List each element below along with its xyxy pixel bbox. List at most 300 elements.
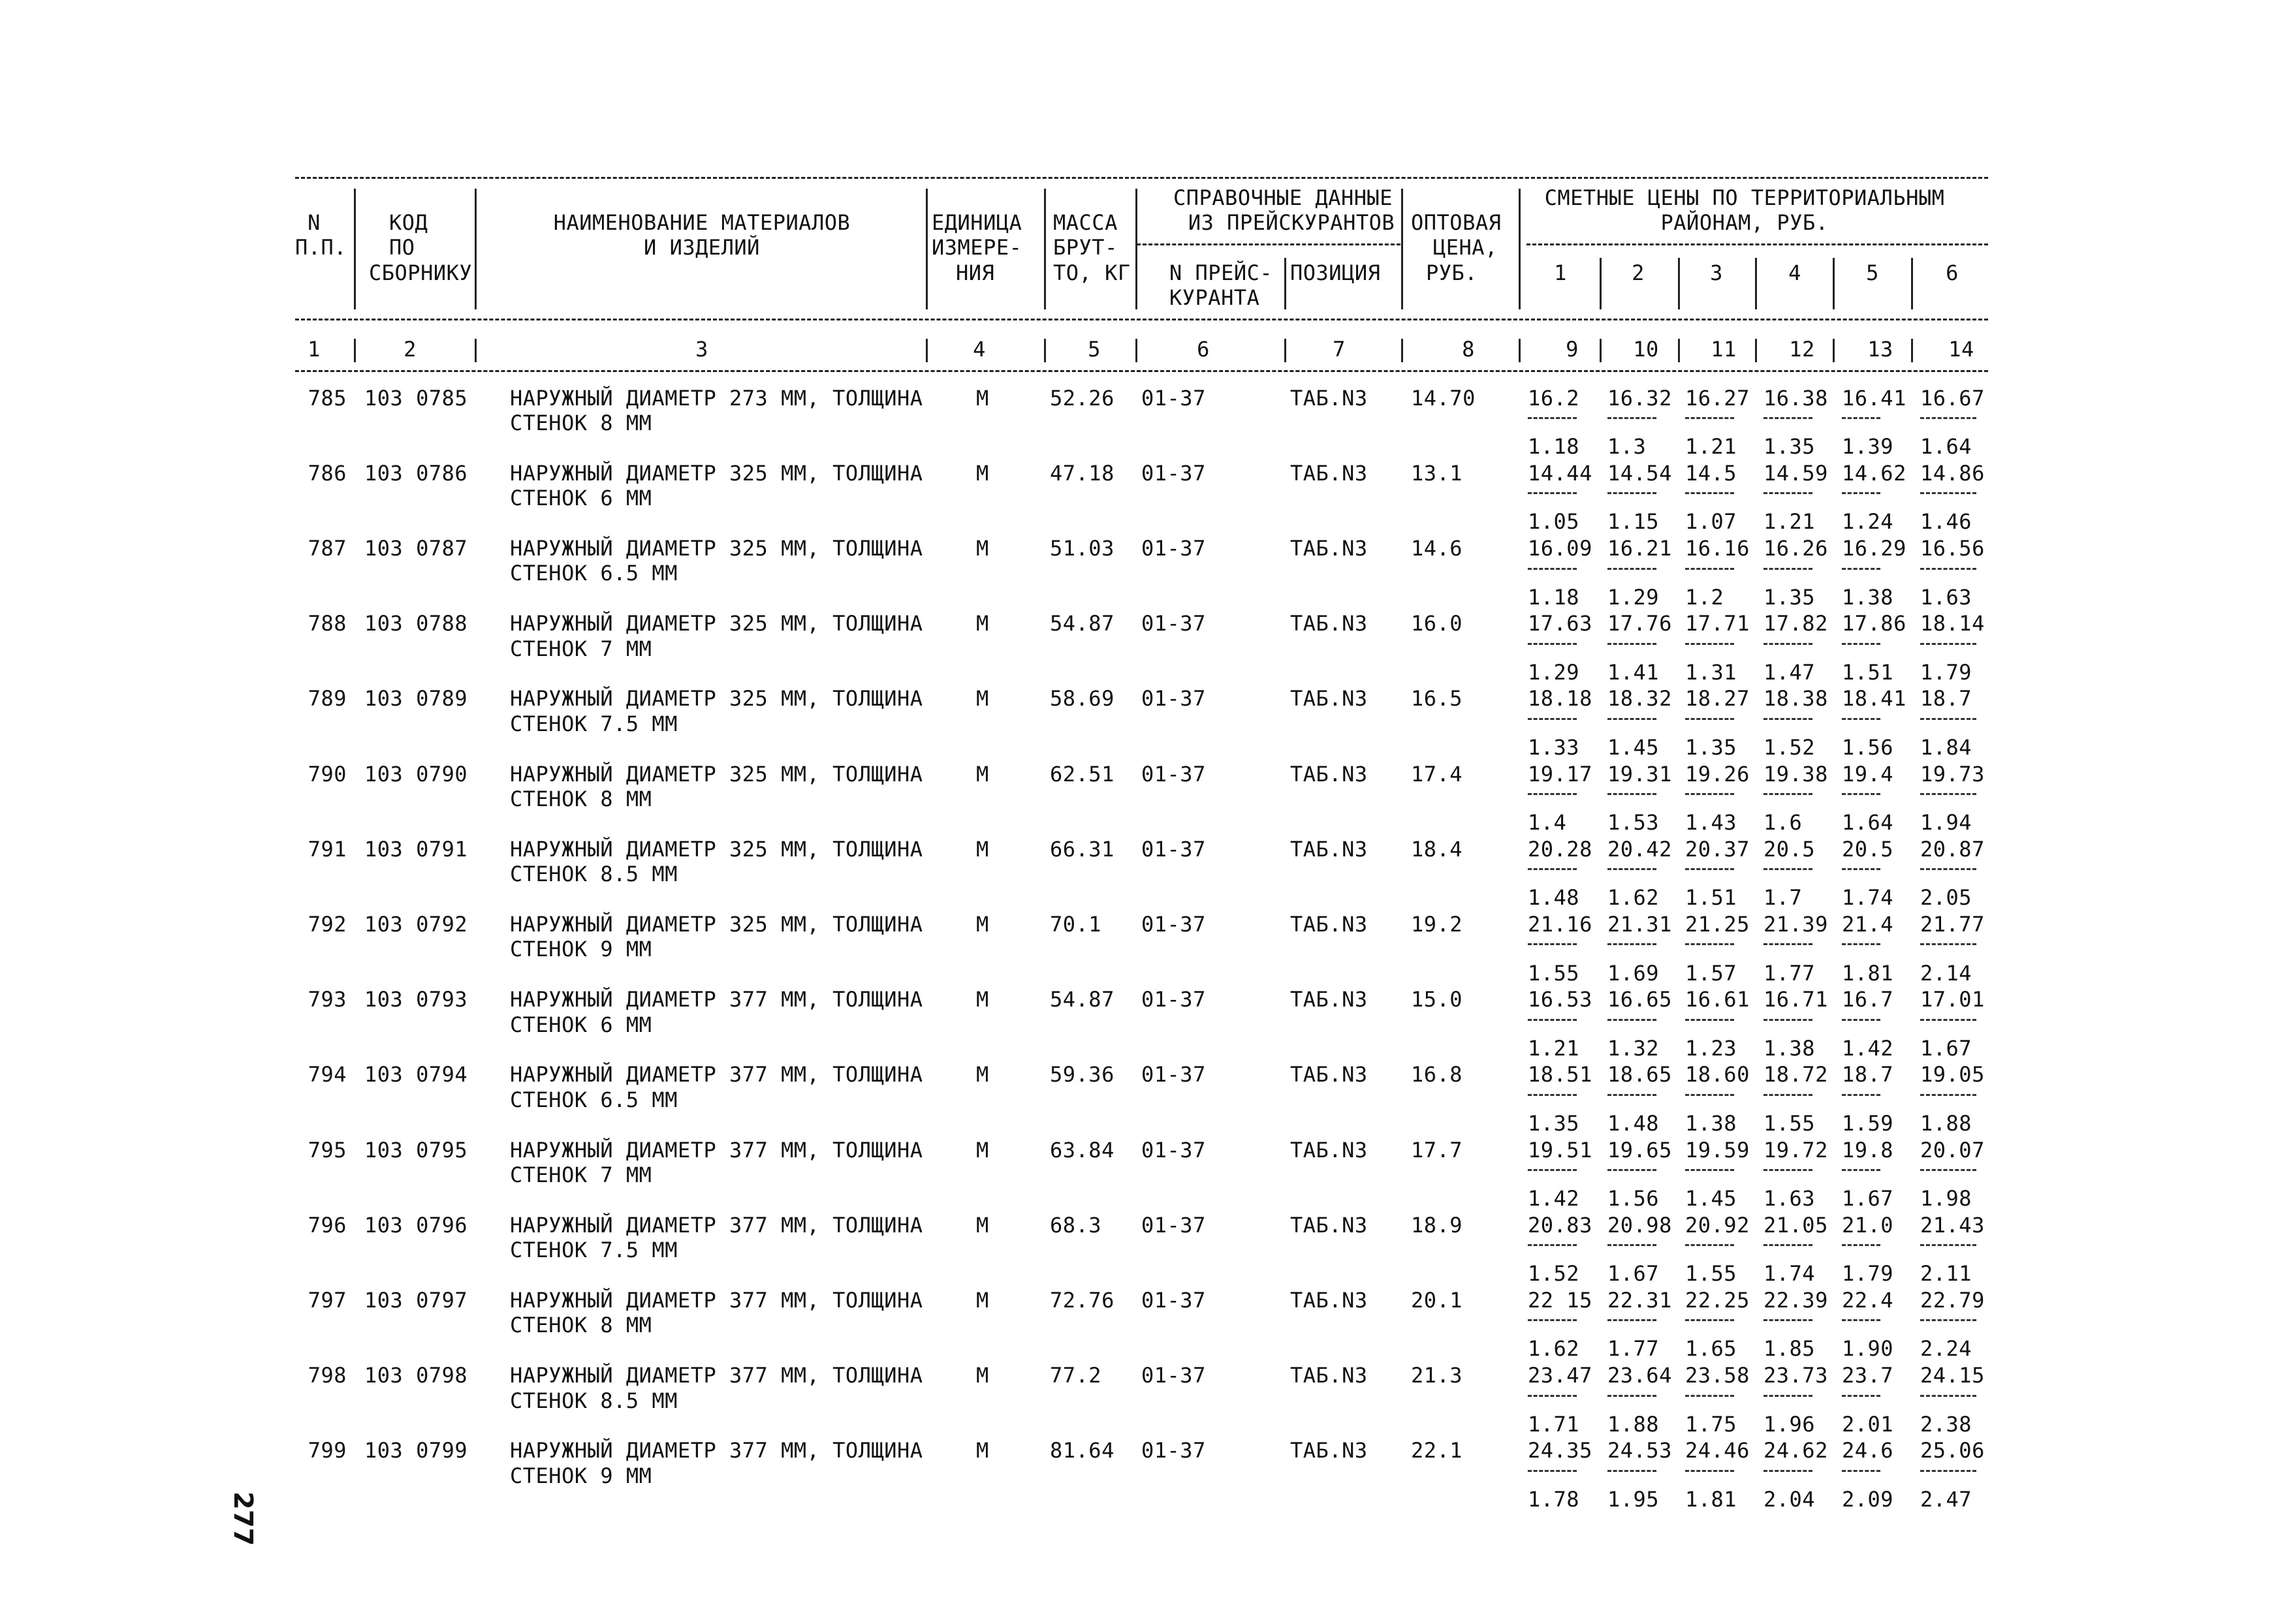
region-price-5: 24.6 bbox=[1842, 1438, 1894, 1463]
row-name-line-1: НАРУЖНЫЙ ДИАМЕТР 325 ММ, ТОЛЩИНА bbox=[510, 837, 923, 862]
header-region-5: 5 bbox=[1866, 260, 1879, 285]
region-price-2: 18.32 bbox=[1607, 686, 1672, 711]
row-name-line-1: НАРУЖНЫЙ ДИАМЕТР 377 ММ, ТОЛЩИНА bbox=[510, 1138, 923, 1163]
row-name-line-2: СТЕНОК 8 ММ bbox=[510, 787, 652, 811]
region-price-5: 19.4 bbox=[1842, 762, 1894, 787]
column-separator bbox=[1284, 339, 1286, 362]
row-pricelist: 01-37 bbox=[1141, 461, 1206, 486]
row-number: 790 bbox=[308, 762, 347, 787]
region-price-1: 16.2 bbox=[1528, 386, 1580, 411]
region-subvalue-3: 1.43 bbox=[1685, 810, 1737, 835]
column-number: 4 bbox=[973, 337, 986, 362]
header-pricelist-2: КУРАНТА bbox=[1169, 285, 1260, 310]
row-code: 103 0795 bbox=[364, 1138, 468, 1163]
region-price-4: 24.62 bbox=[1763, 1438, 1828, 1463]
region-price-4: 21.05 bbox=[1763, 1213, 1828, 1238]
column-separator bbox=[1401, 339, 1403, 362]
row-name-line-2: СТЕНОК 8 ММ bbox=[510, 411, 652, 435]
column-number: 10 bbox=[1633, 337, 1659, 362]
row-position: ТАБ.N3 bbox=[1290, 1288, 1368, 1313]
region-price-4: 16.38 bbox=[1763, 386, 1828, 411]
row-wholesale-price: 18.4 bbox=[1411, 837, 1463, 862]
region-price-4: 21.39 bbox=[1763, 912, 1828, 937]
row-wholesale-price: 19.2 bbox=[1411, 912, 1463, 937]
region-subvalue-5: 1.90 bbox=[1842, 1336, 1894, 1361]
region-subvalue-4: 1.74 bbox=[1763, 1261, 1816, 1286]
fraction-line bbox=[1685, 417, 1734, 419]
fraction-line bbox=[1842, 568, 1880, 570]
row-name-line-2: СТЕНОК 7.5 ММ bbox=[510, 1238, 678, 1262]
column-separator bbox=[1135, 189, 1137, 309]
region-subvalue-4: 1.96 bbox=[1763, 1412, 1816, 1437]
fraction-line bbox=[1763, 868, 1812, 870]
fraction-line bbox=[1920, 1470, 1976, 1472]
region-subvalue-6: 2.38 bbox=[1920, 1412, 1972, 1437]
row-name-line-1: НАРУЖНЫЙ ДИАМЕТР 325 ММ, ТОЛЩИНА bbox=[510, 686, 923, 711]
region-price-4: 22.39 bbox=[1763, 1288, 1828, 1313]
region-subvalue-4: 1.85 bbox=[1763, 1336, 1816, 1361]
header-mid-rule bbox=[295, 319, 1988, 320]
row-position: ТАБ.N3 bbox=[1290, 837, 1368, 862]
fraction-line bbox=[1842, 943, 1880, 945]
row-name-line-1: НАРУЖНЫЙ ДИАМЕТР 377 ММ, ТОЛЩИНА bbox=[510, 1363, 923, 1388]
region-price-3: 20.92 bbox=[1685, 1213, 1750, 1238]
region-subvalue-4: 1.63 bbox=[1763, 1186, 1816, 1211]
region-price-1: 19.51 bbox=[1528, 1138, 1592, 1163]
row-position: ТАБ.N3 bbox=[1290, 1213, 1368, 1238]
fraction-line bbox=[1607, 718, 1656, 720]
fraction-line bbox=[1763, 1395, 1812, 1397]
fraction-line bbox=[1528, 1094, 1577, 1096]
region-subvalue-6: 1.79 bbox=[1920, 660, 1972, 685]
fraction-line bbox=[1842, 643, 1880, 645]
fraction-line bbox=[1920, 1395, 1976, 1397]
row-position: ТАБ.N3 bbox=[1290, 536, 1368, 561]
row-mass: 59.36 bbox=[1050, 1062, 1115, 1087]
region-price-6: 14.86 bbox=[1920, 461, 1985, 486]
header-region-1: 1 bbox=[1554, 260, 1567, 285]
fraction-line bbox=[1763, 943, 1812, 945]
region-subvalue-1: 1.35 bbox=[1528, 1111, 1580, 1136]
row-code: 103 0791 bbox=[364, 837, 468, 862]
row-number: 797 bbox=[308, 1288, 347, 1313]
row-unit: М bbox=[976, 386, 989, 411]
region-price-6: 19.05 bbox=[1920, 1062, 1985, 1087]
region-subvalue-2: 1.95 bbox=[1607, 1487, 1660, 1512]
region-subvalue-6: 2.11 bbox=[1920, 1261, 1972, 1286]
region-price-5: 21.4 bbox=[1842, 912, 1894, 937]
region-subvalue-5: 2.09 bbox=[1842, 1487, 1894, 1512]
region-subvalue-1: 1.4 bbox=[1528, 810, 1567, 835]
row-wholesale-price: 17.4 bbox=[1411, 762, 1463, 787]
fraction-line bbox=[1685, 1244, 1734, 1246]
region-price-6: 17.01 bbox=[1920, 987, 1985, 1012]
region-subvalue-3: 1.07 bbox=[1685, 509, 1737, 534]
region-price-3: 18.60 bbox=[1685, 1062, 1750, 1087]
region-subvalue-3: 1.55 bbox=[1685, 1261, 1737, 1286]
row-name-line-2: СТЕНОК 6.5 ММ bbox=[510, 561, 678, 586]
column-number: 9 bbox=[1566, 337, 1579, 362]
header-position: ПОЗИЦИЯ bbox=[1290, 260, 1381, 285]
region-subvalue-3: 1.21 bbox=[1685, 434, 1737, 459]
row-name-line-1: НАРУЖНЫЙ ДИАМЕТР 377 ММ, ТОЛЩИНА bbox=[510, 1288, 923, 1313]
row-unit: М bbox=[976, 762, 989, 787]
region-subvalue-6: 1.64 bbox=[1920, 434, 1972, 459]
column-separator bbox=[475, 339, 477, 362]
region-price-2: 16.32 bbox=[1607, 386, 1672, 411]
region-subvalue-2: 1.48 bbox=[1607, 1111, 1660, 1136]
region-subvalue-4: 1.35 bbox=[1763, 434, 1816, 459]
region-price-3: 16.27 bbox=[1685, 386, 1750, 411]
column-number: 11 bbox=[1711, 337, 1737, 362]
fraction-line bbox=[1842, 492, 1880, 494]
fraction-line bbox=[1685, 1019, 1734, 1021]
fraction-line bbox=[1920, 943, 1976, 945]
fraction-line bbox=[1607, 417, 1656, 419]
fraction-line bbox=[1528, 568, 1577, 570]
header-name-2: И ИЗДЕЛИЙ bbox=[644, 235, 760, 260]
column-separator bbox=[1519, 189, 1521, 309]
fraction-line bbox=[1842, 1169, 1880, 1171]
region-subvalue-1: 1.29 bbox=[1528, 660, 1580, 685]
region-subvalue-3: 1.2 bbox=[1685, 585, 1724, 610]
region-price-4: 14.59 bbox=[1763, 461, 1828, 486]
row-pricelist: 01-37 bbox=[1141, 536, 1206, 561]
region-price-1: 20.83 bbox=[1528, 1213, 1592, 1238]
region-subvalue-2: 1.32 bbox=[1607, 1036, 1660, 1061]
fraction-line bbox=[1920, 568, 1976, 570]
region-subvalue-1: 1.18 bbox=[1528, 585, 1580, 610]
fraction-line bbox=[1685, 1395, 1734, 1397]
region-price-1: 17.63 bbox=[1528, 611, 1592, 636]
region-price-3: 16.16 bbox=[1685, 536, 1750, 561]
fraction-line bbox=[1528, 417, 1577, 419]
region-price-3: 14.5 bbox=[1685, 461, 1737, 486]
fraction-line bbox=[1685, 1470, 1734, 1472]
region-price-2: 20.42 bbox=[1607, 837, 1672, 862]
region-price-3: 24.46 bbox=[1685, 1438, 1750, 1463]
fraction-line bbox=[1763, 1244, 1812, 1246]
region-subvalue-3: 1.81 bbox=[1685, 1487, 1737, 1512]
region-subvalue-2: 1.67 bbox=[1607, 1261, 1660, 1286]
row-number: 792 bbox=[308, 912, 347, 937]
header-bottom-rule bbox=[295, 370, 1988, 372]
row-name-line-2: СТЕНОК 7 ММ bbox=[510, 1163, 652, 1187]
region-price-1: 23.47 bbox=[1528, 1363, 1592, 1388]
region-subvalue-6: 1.88 bbox=[1920, 1111, 1972, 1136]
header-region-6: 6 bbox=[1946, 260, 1959, 285]
region-price-6: 16.56 bbox=[1920, 536, 1985, 561]
region-subvalue-5: 1.59 bbox=[1842, 1111, 1894, 1136]
row-code: 103 0799 bbox=[364, 1438, 468, 1463]
column-number: 13 bbox=[1867, 337, 1893, 362]
region-subvalue-2: 1.53 bbox=[1607, 810, 1660, 835]
row-mass: 77.2 bbox=[1050, 1363, 1102, 1388]
region-subvalue-6: 1.84 bbox=[1920, 735, 1972, 760]
row-mass: 72.76 bbox=[1050, 1288, 1115, 1313]
fraction-line bbox=[1685, 868, 1734, 870]
row-wholesale-price: 14.6 bbox=[1411, 536, 1463, 561]
row-pricelist: 01-37 bbox=[1141, 611, 1206, 636]
region-subvalue-1: 1.71 bbox=[1528, 1412, 1580, 1437]
row-position: ТАБ.N3 bbox=[1290, 987, 1368, 1012]
region-subvalue-2: 1.77 bbox=[1607, 1336, 1660, 1361]
region-subvalue-2: 1.45 bbox=[1607, 735, 1660, 760]
region-subvalue-4: 1.77 bbox=[1763, 961, 1816, 986]
column-separator bbox=[1600, 258, 1602, 309]
region-price-1: 16.53 bbox=[1528, 987, 1592, 1012]
region-price-4: 16.71 bbox=[1763, 987, 1828, 1012]
row-name-line-1: НАРУЖНЫЙ ДИАМЕТР 377 ММ, ТОЛЩИНА bbox=[510, 987, 923, 1012]
fraction-line bbox=[1920, 1169, 1976, 1171]
region-subvalue-5: 1.39 bbox=[1842, 434, 1894, 459]
fraction-line bbox=[1607, 1094, 1656, 1096]
header-region-4: 4 bbox=[1788, 260, 1801, 285]
fraction-line bbox=[1685, 568, 1734, 570]
region-subvalue-6: 1.94 bbox=[1920, 810, 1972, 835]
region-subvalue-1: 1.21 bbox=[1528, 1036, 1580, 1061]
row-name-line-2: СТЕНОК 8.5 ММ bbox=[510, 1388, 678, 1413]
fraction-line bbox=[1920, 417, 1976, 419]
region-subvalue-1: 1.62 bbox=[1528, 1336, 1580, 1361]
fraction-line bbox=[1528, 492, 1577, 494]
region-subvalue-5: 1.79 bbox=[1842, 1261, 1894, 1286]
region-subvalue-4: 1.38 bbox=[1763, 1036, 1816, 1061]
region-price-2: 19.31 bbox=[1607, 762, 1672, 787]
header-unit-3: НИЯ bbox=[956, 260, 995, 285]
row-mass: 54.87 bbox=[1050, 987, 1115, 1012]
fraction-line bbox=[1528, 718, 1577, 720]
row-code: 103 0788 bbox=[364, 611, 468, 636]
region-subvalue-1: 1.42 bbox=[1528, 1186, 1580, 1211]
row-pricelist: 01-37 bbox=[1141, 686, 1206, 711]
row-unit: М bbox=[976, 987, 989, 1012]
region-subvalue-5: 1.56 bbox=[1842, 735, 1894, 760]
row-name-line-2: СТЕНОК 7.5 ММ bbox=[510, 711, 678, 736]
region-price-4: 23.73 bbox=[1763, 1363, 1828, 1388]
fraction-line bbox=[1763, 643, 1812, 645]
column-separator bbox=[475, 189, 477, 309]
region-price-2: 17.76 bbox=[1607, 611, 1672, 636]
row-wholesale-price: 21.3 bbox=[1411, 1363, 1463, 1388]
fraction-line bbox=[1528, 1019, 1577, 1021]
row-position: ТАБ.N3 bbox=[1290, 1438, 1368, 1463]
row-wholesale-price: 16.0 bbox=[1411, 611, 1463, 636]
region-price-5: 16.7 bbox=[1842, 987, 1894, 1012]
fraction-line bbox=[1920, 868, 1976, 870]
region-subvalue-4: 2.04 bbox=[1763, 1487, 1816, 1512]
region-price-6: 21.77 bbox=[1920, 912, 1985, 937]
header-code: КОД bbox=[389, 210, 428, 235]
row-wholesale-price: 18.9 bbox=[1411, 1213, 1463, 1238]
row-wholesale-price: 13.1 bbox=[1411, 461, 1463, 486]
row-number: 787 bbox=[308, 536, 347, 561]
row-number: 785 bbox=[308, 386, 347, 411]
region-price-5: 20.5 bbox=[1842, 837, 1894, 862]
fraction-line bbox=[1528, 1169, 1577, 1171]
header-mass-2: БРУТ- bbox=[1053, 235, 1118, 260]
fraction-line bbox=[1607, 1395, 1656, 1397]
row-name-line-2: СТЕНОК 8 ММ bbox=[510, 1313, 652, 1337]
column-separator bbox=[1833, 258, 1835, 309]
row-code: 103 0786 bbox=[364, 461, 468, 486]
region-price-2: 16.21 bbox=[1607, 536, 1672, 561]
row-name-line-2: СТЕНОК 6 ММ bbox=[510, 1012, 652, 1037]
column-separator bbox=[354, 189, 356, 309]
row-mass: 81.64 bbox=[1050, 1438, 1115, 1463]
fraction-line bbox=[1842, 1244, 1880, 1246]
fraction-line bbox=[1920, 643, 1976, 645]
fraction-line bbox=[1607, 868, 1656, 870]
header-mass-3: ТО, КГ bbox=[1053, 260, 1131, 285]
row-pricelist: 01-37 bbox=[1141, 1138, 1206, 1163]
fraction-line bbox=[1607, 943, 1656, 945]
fraction-line bbox=[1685, 1169, 1734, 1171]
fraction-line bbox=[1842, 1094, 1880, 1096]
region-price-2: 20.98 bbox=[1607, 1213, 1672, 1238]
row-unit: М bbox=[976, 912, 989, 937]
row-mass: 62.51 bbox=[1050, 762, 1115, 787]
column-number: 8 bbox=[1462, 337, 1475, 362]
region-subvalue-2: 1.29 bbox=[1607, 585, 1660, 610]
row-number: 795 bbox=[308, 1138, 347, 1163]
fraction-line bbox=[1607, 1244, 1656, 1246]
region-price-5: 17.86 bbox=[1842, 611, 1906, 636]
region-price-4: 19.38 bbox=[1763, 762, 1828, 787]
region-subvalue-3: 1.45 bbox=[1685, 1186, 1737, 1211]
row-name-line-2: СТЕНОК 8.5 ММ bbox=[510, 862, 678, 886]
region-price-1: 19.17 bbox=[1528, 762, 1592, 787]
region-subvalue-4: 1.6 bbox=[1763, 810, 1803, 835]
region-subvalue-3: 1.65 bbox=[1685, 1336, 1737, 1361]
row-wholesale-price: 15.0 bbox=[1411, 987, 1463, 1012]
row-name-line-1: НАРУЖНЫЙ ДИАМЕТР 325 ММ, ТОЛЩИНА bbox=[510, 611, 923, 636]
row-unit: М bbox=[976, 536, 989, 561]
row-code: 103 0789 bbox=[364, 686, 468, 711]
row-code: 103 0790 bbox=[364, 762, 468, 787]
fraction-line bbox=[1842, 718, 1880, 720]
row-number: 799 bbox=[308, 1438, 347, 1463]
row-name-line-2: СТЕНОК 7 ММ bbox=[510, 636, 652, 661]
row-position: ТАБ.N3 bbox=[1290, 611, 1368, 636]
column-separator bbox=[1401, 189, 1403, 309]
row-number: 789 bbox=[308, 686, 347, 711]
row-code: 103 0793 bbox=[364, 987, 468, 1012]
fraction-line bbox=[1920, 492, 1976, 494]
column-number: 5 bbox=[1088, 337, 1101, 362]
region-price-3: 19.59 bbox=[1685, 1138, 1750, 1163]
row-number: 786 bbox=[308, 461, 347, 486]
fraction-line bbox=[1528, 1244, 1577, 1246]
header-n: N bbox=[308, 210, 321, 235]
region-subvalue-2: 1.41 bbox=[1607, 660, 1660, 685]
region-price-3: 20.37 bbox=[1685, 837, 1750, 862]
row-unit: М bbox=[976, 837, 989, 862]
row-name-line-1: НАРУЖНЫЙ ДИАМЕТР 377 ММ, ТОЛЩИНА bbox=[510, 1438, 923, 1463]
row-number: 798 bbox=[308, 1363, 347, 1388]
fraction-line bbox=[1685, 1094, 1734, 1096]
region-price-5: 23.7 bbox=[1842, 1363, 1894, 1388]
fraction-line bbox=[1763, 1169, 1812, 1171]
row-pricelist: 01-37 bbox=[1141, 1062, 1206, 1087]
region-subvalue-3: 1.51 bbox=[1685, 885, 1737, 910]
region-price-6: 20.87 bbox=[1920, 837, 1985, 862]
row-name-line-1: НАРУЖНЫЙ ДИАМЕТР 377 ММ, ТОЛЩИНА bbox=[510, 1213, 923, 1238]
region-subvalue-5: 2.01 bbox=[1842, 1412, 1894, 1437]
fraction-line bbox=[1685, 643, 1734, 645]
region-subvalue-4: 1.52 bbox=[1763, 735, 1816, 760]
region-subvalue-6: 2.47 bbox=[1920, 1487, 1972, 1512]
region-price-5: 19.8 bbox=[1842, 1138, 1894, 1163]
region-subvalue-3: 1.23 bbox=[1685, 1036, 1737, 1061]
row-name-line-2: СТЕНОК 9 ММ bbox=[510, 937, 652, 961]
fraction-line bbox=[1842, 1395, 1880, 1397]
row-code: 103 0785 bbox=[364, 386, 468, 411]
column-separator bbox=[1755, 258, 1757, 309]
region-subvalue-1: 1.48 bbox=[1528, 885, 1580, 910]
region-price-5: 18.41 bbox=[1842, 686, 1906, 711]
header-region-2: 2 bbox=[1632, 260, 1645, 285]
region-subvalue-3: 1.38 bbox=[1685, 1111, 1737, 1136]
row-code: 103 0792 bbox=[364, 912, 468, 937]
region-subvalue-2: 1.15 bbox=[1607, 509, 1660, 534]
header-wholesale-3: РУБ. bbox=[1426, 260, 1478, 285]
region-price-1: 20.28 bbox=[1528, 837, 1592, 862]
region-subvalue-6: 1.46 bbox=[1920, 509, 1972, 534]
row-name-line-2: СТЕНОК 6 ММ bbox=[510, 486, 652, 510]
row-pricelist: 01-37 bbox=[1141, 987, 1206, 1012]
region-price-4: 16.26 bbox=[1763, 536, 1828, 561]
fraction-line bbox=[1763, 793, 1812, 795]
column-separator bbox=[354, 339, 356, 362]
fraction-line bbox=[1685, 1319, 1734, 1321]
region-subvalue-2: 1.62 bbox=[1607, 885, 1660, 910]
row-mass: 58.69 bbox=[1050, 686, 1115, 711]
column-number: 14 bbox=[1948, 337, 1974, 362]
row-wholesale-price: 22.1 bbox=[1411, 1438, 1463, 1463]
row-wholesale-price: 20.1 bbox=[1411, 1288, 1463, 1313]
region-subvalue-6: 1.67 bbox=[1920, 1036, 1972, 1061]
region-subvalue-1: 1.52 bbox=[1528, 1261, 1580, 1286]
fraction-line bbox=[1920, 1094, 1976, 1096]
row-code: 103 0798 bbox=[364, 1363, 468, 1388]
row-mass: 51.03 bbox=[1050, 536, 1115, 561]
region-price-4: 18.72 bbox=[1763, 1062, 1828, 1087]
header-wholesale: ОПТОВАЯ bbox=[1411, 210, 1502, 235]
region-price-6: 24.15 bbox=[1920, 1363, 1985, 1388]
region-price-1: 21.16 bbox=[1528, 912, 1592, 937]
row-wholesale-price: 16.5 bbox=[1411, 686, 1463, 711]
row-position: ТАБ.N3 bbox=[1290, 762, 1368, 787]
column-separator bbox=[1911, 339, 1913, 362]
region-price-2: 14.54 bbox=[1607, 461, 1672, 486]
fraction-line bbox=[1528, 1470, 1577, 1472]
fraction-line bbox=[1607, 492, 1656, 494]
region-subvalue-2: 1.88 bbox=[1607, 1412, 1660, 1437]
row-name-line-1: НАРУЖНЫЙ ДИАМЕТР 325 ММ, ТОЛЩИНА bbox=[510, 912, 923, 937]
column-separator bbox=[1135, 339, 1137, 362]
region-price-5: 18.7 bbox=[1842, 1062, 1894, 1087]
fraction-line bbox=[1763, 568, 1812, 570]
row-position: ТАБ.N3 bbox=[1290, 1363, 1368, 1388]
row-pricelist: 01-37 bbox=[1141, 1288, 1206, 1313]
region-price-6: 18.14 bbox=[1920, 611, 1985, 636]
region-subvalue-5: 1.81 bbox=[1842, 961, 1894, 986]
region-price-4: 18.38 bbox=[1763, 686, 1828, 711]
column-separator bbox=[926, 189, 928, 309]
region-subvalue-5: 1.67 bbox=[1842, 1186, 1894, 1211]
region-subvalue-1: 1.18 bbox=[1528, 434, 1580, 459]
